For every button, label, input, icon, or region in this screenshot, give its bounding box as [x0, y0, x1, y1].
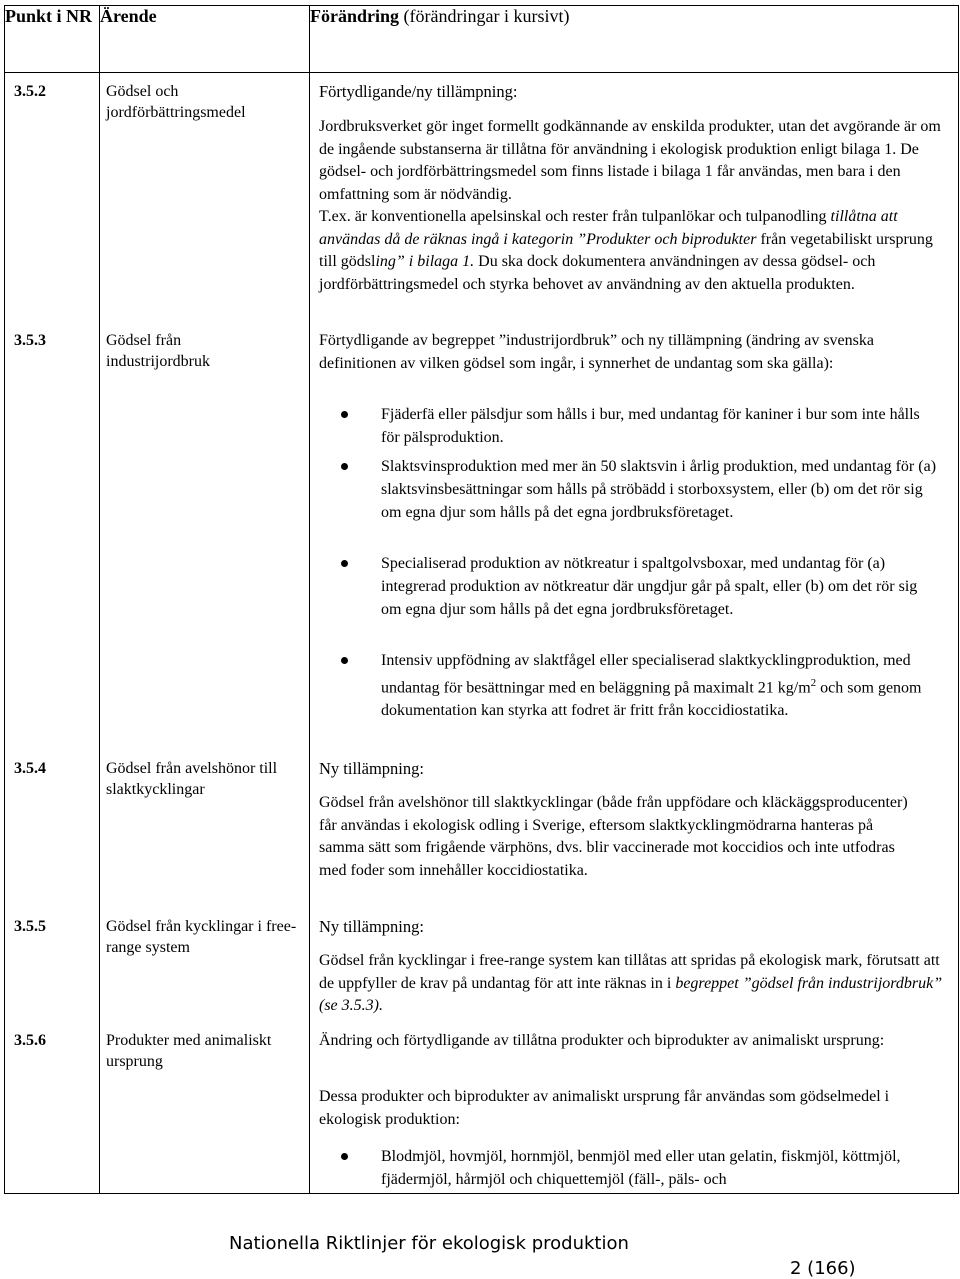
topic-3-5-3: Gödsel från industrijordbruk [106, 332, 210, 370]
text-3-5-2-p2e: Du ska dock dokumentera användningen av dessa gödsel- och jordförbättringsmedel och styrka behovet av användning av den aktuella produkten. [319, 253, 876, 293]
point-3-5-4: 3.5.4 [14, 760, 46, 777]
text-3-5-2-p2a: T.ex. är konventionella apelsinskal och rester från tulpanlökar och tulpanodling [319, 208, 827, 225]
topic-3-5-2: Gödsel och jordförbättringsmedel [106, 83, 246, 121]
point-3-5-5: 3.5.5 [14, 918, 46, 935]
bullet-3-5-6-1-text: Blodmjöl, hovmjöl, hornmjöl, benmjöl med eller utan gelatin, fiskmjöl, köttmjöl, fjädermjöl, hårmjöl och chiquettemjöl (fäll-, päls- och [381, 1148, 901, 1188]
text-3-5-3-intro: Förtydligande av begreppet ”industrijordbruk” och ny tillämpning (ändring av svenska definitionen av vilken gödsel som ingår, i synnerhet de undantag som ska gälla): [319, 332, 874, 372]
text-3-5-2-p2b: tillåtna att användas då de räknas ingå i kategorin ”Produkter och biprodukter [319, 208, 898, 248]
header-change-note: (förändringar i kursivt) [403, 6, 570, 26]
topic-3-5-6: Produkter med animaliskt ursprung [106, 1032, 272, 1070]
text-3-5-2-p2c: från vegetabiliskt ursprung till gödsl [319, 230, 933, 270]
text-3-5-2-p2 [319, 206, 949, 296]
point-3-5-2: 3.5.2 [14, 83, 46, 100]
bullet-3-5-3-3-text: Specialiserad produktion av nötkreatur i spaltgolvsboxar, med undantag för (a) integrerad produktion av nötkreatur där ungdjur går på spalt, eller (b) om det rör sig om egna djur som hålls på det egna jordbruksföretaget. [381, 555, 918, 618]
text-3-5-2-p2d: ing” i bilaga 1. [375, 253, 475, 270]
label-3-5-4: Ny tillämpning: [319, 759, 424, 778]
text-3-5-5-a: Gödsel från kycklingar i free-range system kan tillåtas att spridas på ekologisk mark, förutsatt att de uppfyller de krav på undantag för att inte räknas in i [319, 952, 940, 992]
point-3-5-3: 3.5.3 [14, 332, 46, 349]
text-3-5-6: Dessa produkter och biprodukter av animaliskt ursprung får användas som gödselmedel i ekologisk produktion: [319, 1088, 890, 1128]
header-change-bold: Förändring [310, 6, 400, 26]
label-3-5-5: Ny tillämpning: [319, 917, 424, 936]
text-3-5-5-b: begreppet ”gödsel från industrijordbruk” (se 3.5.3). [319, 974, 943, 1014]
bullet-dot-icon [341, 411, 348, 418]
header-change [310, 6, 959, 73]
bullet-3-5-3-4-b: och som genom dokumentation kan styrka att fodret är fritt från koccidiostatika. [381, 679, 922, 720]
bullet-3-5-3-2-text: Slaktsvinsproduktion med mer än 50 slaktsvin i årlig produktion, med undantag för (a) slaktsvinsbesättningar som hålls på ströbädd i storboxsystem, eller (b) om det rör sig om egna djur som hålls på det egna jordbruksföretaget. [381, 458, 937, 521]
topic-3-5-4: Gödsel från avelshönor till slaktkycklingar [106, 760, 278, 798]
header-point: Punkt i NR [5, 6, 100, 73]
header-topic: Ärende [100, 6, 310, 73]
text-3-5-4: Gödsel från avelshönor till slaktkycklingar (både från uppfödare och kläckäggsproducenter) får användas i ekologisk odling i Sverige, eftersom slaktkycklingmödrarna hanteras på samma sätt som frigående värphöns, dvs. blir vaccinerade mot koccidios och inte utfodras med foder som innehåller koccidiostatika. [319, 794, 908, 879]
bullet-dot-icon [341, 657, 348, 664]
bullet-3-5-3-4-a: Intensiv uppfödning av slaktfågel eller specialiserad slaktkycklingproduktion, med undantag för besättningar med en beläggning på maximalt 21 kg/m [381, 652, 911, 697]
change-column [310, 73, 959, 1194]
page-number: 2 (166) [790, 1258, 856, 1279]
table-body-row [5, 73, 959, 1194]
bullet-dot-icon [341, 463, 348, 470]
footer-title: Nationella Riktlinjer för ekologisk produktion [229, 1233, 629, 1254]
text-3-5-5 [319, 950, 949, 1018]
table-header-row [5, 6, 959, 73]
label-3-5-6: Ändring och förtydligande av tillåtna produkter och biprodukter av animaliskt ursprung: [319, 1032, 885, 1049]
topic-3-5-5: Gödsel från kycklingar i free-range system [106, 918, 297, 956]
bullet-3-5-3-4-sup: 2 [810, 677, 817, 689]
regulation-table [4, 5, 959, 1194]
topic-column [100, 73, 310, 1194]
point-3-5-6: 3.5.6 [14, 1032, 46, 1049]
bullet-3-5-3-1-text: Fjäderfä eller pälsdjur som hålls i bur, med undantag för kaniner i bur som inte hålls för pälsproduktion. [381, 406, 920, 446]
bullet-3-5-3-4-text [381, 649, 941, 722]
bullet-dot-icon [341, 560, 348, 567]
point-column [5, 73, 100, 1194]
bullet-dot-icon [341, 1153, 348, 1160]
label-3-5-2: Förtydligande/ny tillämpning: [319, 82, 518, 101]
text-3-5-2-p1: Jordbruksverket gör inget formellt godkännande av enskilda produkter, utan det avgörande är om de ingående substanserna är tillåtna för användning i ekologisk produktion enligt bilaga 1. De gödsel- och jordförbättringsmedel som finns listade i bilaga 1 får användas, men bara i den omfattning som är nödvändig. [319, 118, 941, 203]
